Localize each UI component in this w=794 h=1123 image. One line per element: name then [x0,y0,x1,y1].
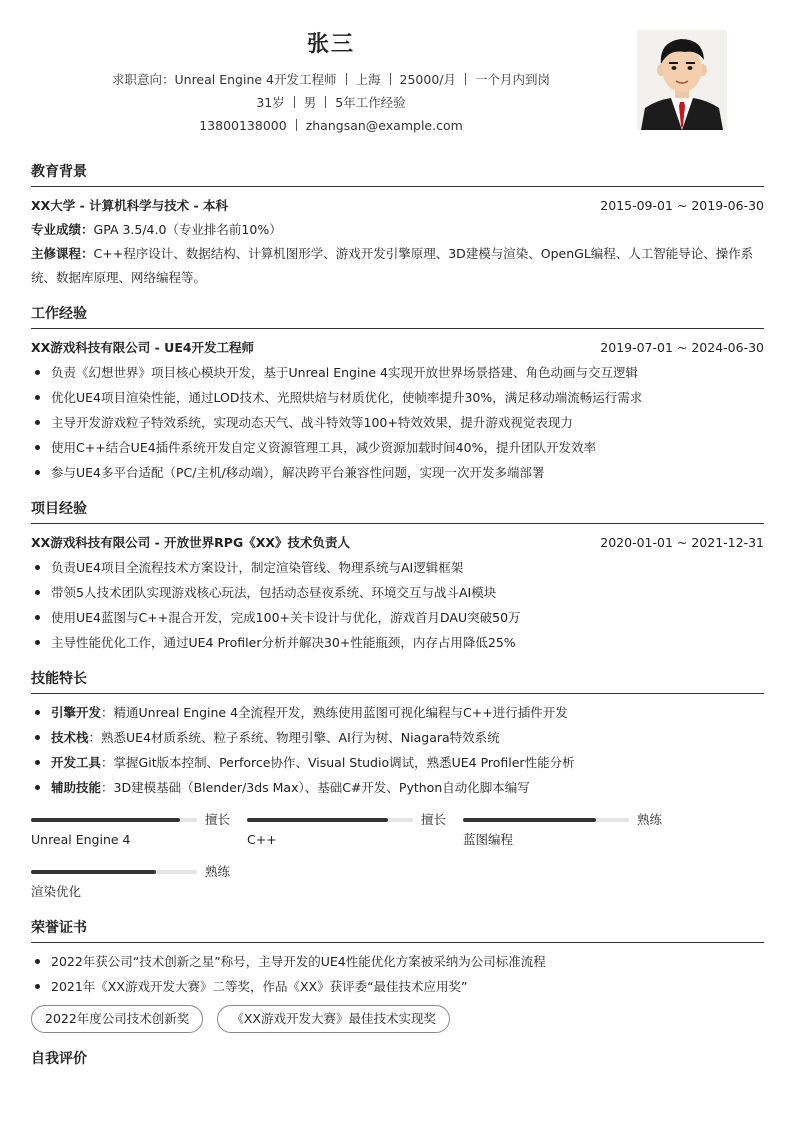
project-list [31,555,764,655]
skills-section [31,669,764,914]
skill-bar-fill [247,818,388,822]
project-section [31,499,764,655]
skill-level: 擅长 [205,811,231,827]
gpa-label: 专业成绩： [31,222,94,237]
work-date: 2019-07-01 ~ 2024-06-30 [600,340,764,355]
skill-label: 辅助技能 [51,780,102,795]
work-entry-head [31,335,764,360]
skill-level: 熟练 [205,863,231,879]
separator [346,73,347,85]
skill-text: 精通Unreal Engine 4全流程开发，熟练使用蓝图可视化编程与C++进行插件开发 [113,705,568,720]
skill-sep: ： [101,780,114,795]
skill-bar-track [31,818,197,822]
list-item: 2021年《XX游戏开发大赛》二等奖，作品《XX》获评委“最佳技术应用奖” [31,974,764,999]
skill-text: 3D建模基础（Blender/3ds Max）、基础C#开发、Python自动化脚本编写 [113,780,530,795]
skill-bar-row [31,810,247,830]
skill-sep: ： [101,705,114,720]
skill-bar-row [31,862,247,882]
skill-label: 技术栈 [51,730,89,745]
honor-tags [31,1005,764,1033]
skill-bar-fill [31,818,180,822]
courses-value: C++程序设计、数据结构、计算机图形学、游戏开发引擎原理、3D建模与渲染、OpenGL编程、人工智能导论、操作系统、数据库原理、网络编程等。 [31,246,754,285]
skill-bar-item [463,810,679,862]
honors-title: 荣誉证书 [31,918,764,943]
list-item: 带领5人技术团队实现游戏核心玩法，包括动态昼夜系统、环境交互与战斗AI模块 [31,580,764,605]
skill-name: 渲染优化 [31,884,82,899]
list-item [31,775,764,800]
work-company: XX游戏科技有限公司 - UE4开发工程师 [31,340,255,355]
separator [325,96,326,108]
education-title: 教育背景 [31,162,764,187]
email: zhangsan@example.com [305,118,463,133]
skill-bar-fill [31,870,156,874]
skill-bars [31,810,764,914]
skill-bar-row [463,810,679,830]
separator [465,73,466,85]
work-title: 工作经验 [31,304,764,329]
education-courses [31,242,764,290]
intent-city: 上海 [355,72,381,87]
separator [294,96,295,108]
honors-section [31,918,764,1033]
phone: 13800138000 [199,118,287,133]
intent-salary: 25000/月 [399,72,456,87]
skills-title: 技能特长 [31,669,764,694]
skill-text: 熟悉UE4材质系统、粒子系统、物理引擎、AI行为树、Niagara特效系统 [101,730,500,745]
list-item: 2022年获公司“技术创新之星”称号，主导开发的UE4性能优化方案被采纳为公司标准流程 [31,949,764,974]
project-entry-head [31,530,764,555]
honors-list [31,949,764,999]
list-item: 使用C++结合UE4插件系统开发自定义资源管理工具，减少资源加载时间40%，提升团队开发效率 [31,435,764,460]
avatar [637,30,727,130]
skill-bar-track [31,870,197,874]
education-gpa [31,218,764,242]
education-date: 2015-09-01 ~ 2019-06-30 [600,198,764,213]
header-info [31,30,631,137]
skill-level: 擅长 [421,811,447,827]
skill-sep: ： [101,755,114,770]
skill-name: C++ [247,832,277,847]
gpa-value: GPA 3.5/4.0（专业排名前10%） [93,222,282,237]
list-item: 负责《幻想世界》项目核心模块开发，基于Unreal Engine 4实现开放世界场景搭建、角色动画与交互逻辑 [31,360,764,385]
list-item: 使用UE4蓝图与C++混合开发，完成100+关卡设计与优化，游戏首月DAU突破50万 [31,605,764,630]
skill-text: 掌握Git版本控制、Perforce协作、Visual Studio调试，熟悉UE4 Profiler性能分析 [113,755,575,770]
separator [390,73,391,85]
list-item [31,750,764,775]
resume-page [31,26,764,1079]
age: 31岁 [256,95,285,110]
skill-bar-fill [463,818,596,822]
education-school: XX大学 - 计算机科学与技术 - 本科 [31,198,229,213]
skill-label: 开发工具 [51,755,102,770]
list-item: 优化UE4项目渲染性能，通过LOD技术、光照烘焙与材质优化，使帧率提升30%，满足移动端流畅运行需求 [31,385,764,410]
honor-tag: 2022年度公司技术创新奖 [31,1005,203,1033]
candidate-name: 张三 [306,32,355,57]
project-date: 2020-01-01 ~ 2021-12-31 [600,535,764,550]
list-item: 主导开发游戏粒子特效系统，实现动态天气、战斗特效等100+特效效果，提升游戏视觉表现力 [31,410,764,435]
experience-years: 5年工作经验 [335,95,406,110]
skill-level: 熟练 [637,811,663,827]
skill-bar-track [247,818,413,822]
skill-bar-track [463,818,629,822]
resume-header [31,30,764,148]
skill-name: Unreal Engine 4 [31,832,131,847]
skill-bar-item [247,810,463,862]
skill-bar-row [247,810,463,830]
education-section [31,162,764,290]
contact-line [31,114,631,137]
self-eval-section [31,1049,764,1073]
intent-label: 求职意向： [111,72,175,87]
gender: 男 [303,95,317,110]
job-intent-line [31,68,631,91]
personal-info-line [31,91,631,114]
education-entry-head [31,193,764,218]
list-item [31,700,764,725]
self-eval-title: 自我评价 [31,1051,87,1067]
skill-bar-item [31,862,247,914]
intent-availability: 一个月内到岗 [475,72,551,87]
skill-label: 引擎开发 [51,705,102,720]
work-list [31,360,764,485]
project-company: XX游戏科技有限公司 - 开放世界RPG《XX》技术负责人 [31,535,350,550]
list-item [31,725,764,750]
skill-bar-item [31,810,247,862]
list-item: 参与UE4多平台适配（PC/主机/移动端），解决跨平台兼容性问题，实现一次开发多端部署 [31,460,764,485]
honor-tag: 《XX游戏开发大赛》最佳技术实现奖 [217,1005,450,1033]
skill-sep: ： [88,730,102,745]
list-item: 主导性能优化工作，通过UE4 Profiler分析并解决30+性能瓶颈，内存占用降低25% [31,630,764,655]
work-section [31,304,764,485]
project-title: 项目经验 [31,499,764,524]
skills-list [31,700,764,800]
separator [296,119,297,131]
avatar-illustration [637,30,727,130]
list-item: 负责UE4项目全流程技术方案设计，制定渲染管线、物理系统与AI逻辑框架 [31,555,764,580]
skill-name: 蓝图编程 [463,832,514,847]
intent-position: Unreal Engine 4开发工程师 [174,72,337,87]
courses-label: 主修课程： [31,246,94,261]
